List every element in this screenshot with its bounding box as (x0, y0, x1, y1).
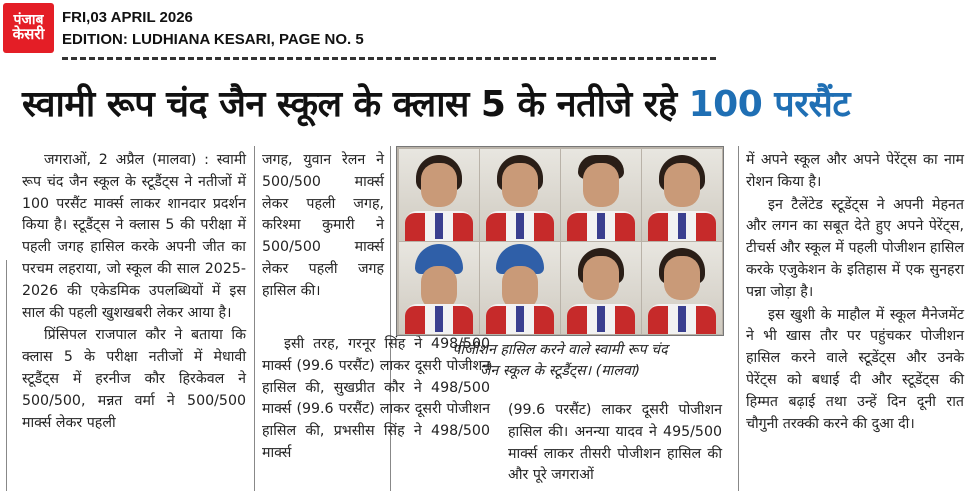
article-column-1 (22, 150, 246, 434)
article-column-4 (746, 150, 964, 435)
paragraph: प्रिंसिपल राजपाल कौर ने बताया कि क्लास 5 के परीक्षा नतीजों में मेधावी स्टूडैंट्स में हरनीज कौर हिरकेवल ने 500/500, मन्नत वर्मा ने 500/500 मार्क्स लेकर पहली (22, 327, 246, 431)
paragraph: में अपने स्कूल और अपने पेरेंट्स का नाम रोशन किया है। (746, 152, 964, 190)
column-divider-1 (254, 146, 255, 491)
paragraph: इस खुशी के माहौल में स्कूल मैनेजमेंट ने भी खास तौर पर पहुंचकर पोजीशन हासिल करने वाले स्टूडेंट्स और उनके पेरेंट्स को बधाई दी और स्टूडेंट्स की हिम्मत बढ़ाई तथा उन्हें दिन दूनी रात चौगुनी तरक्की करने की दुआ दी। (746, 306, 964, 432)
masthead (0, 0, 973, 55)
logo-line-2: केसरी (12, 25, 45, 44)
edition-info: EDITION: LUDHIANA KESARI, PAGE NO. 5 (62, 31, 364, 48)
edition-meta (62, 7, 364, 51)
student-photo (561, 149, 641, 241)
student-photo (480, 242, 560, 334)
paragraph: इन टैलेंटेड स्टूडेंट्स ने अपनी मेहनत और लगन का सबूत देते हुए अपने पेरेंट्स, टीचर्स और स्कूल में पहली पोजीशन हासिल करके एजुकेशन के इतिहास में एक सुनहरा पन्ना जोड़ा है। (746, 196, 964, 300)
paragraph: इसी तरह, गरनूर सिंह ने 498/500 मार्क्स (99.6 परसैंट) लाकर दूसरी पोजीशन हासिल की, सुखप्रीत कौर ने 498/500 मार्क्स (99.6 परसैंट) लाकर दूसरी पोजीशन हासिल की, प्रभसीस सिंह ने 498/500 मार्क्स (262, 336, 490, 461)
photo-caption (396, 340, 724, 382)
student-photo (642, 242, 722, 334)
newspaper-logo[interactable] (3, 3, 54, 53)
student-photo (561, 242, 641, 334)
student-photo (480, 149, 560, 241)
caption-line-2: जैन स्कूल के स्टूडैंट्स। (मालवा) (479, 363, 641, 379)
separator-dashes (62, 57, 716, 60)
logo-line-1: पंजाब (13, 11, 44, 28)
column-divider-3 (738, 146, 739, 491)
student-photo (399, 149, 479, 241)
left-margin-rule (6, 260, 7, 491)
paragraph: जगराओं, 2 अप्रैल (मालवा) : स्वामी रूप चंद जैन स्कूल के स्टूडैंट्स ने नतीजों में 100 परसैंट मार्क्स लाकर शानदार प्रदर्शन किया है। स्टूडैंट्स ने क्लास 5 की परीक्षा में पहली जगह हासिल करके अपनी जीत का परचम लहराया, जो स्कूल की साल 2025-2026 की एकेडमिक उपलब्धियों में इस साल की पहली खुशखबरी लेकर आया है। (22, 152, 246, 321)
student-photo (642, 149, 722, 241)
headline-main: स्वामी रूप चंद जैन स्कूल के क्लास 5 के नतीजे रहे (22, 84, 689, 125)
student-photo (399, 242, 479, 334)
headline-accent: 100 परसैंट (688, 84, 850, 125)
caption-line-1: पोजीशन हासिल करने वाले स्वामी रूप चंद (452, 342, 668, 358)
article-column-3 (508, 400, 722, 487)
paragraph: (99.6 परसैंट) लाकर दूसरी पोजीशन हासिल की। अनन्या यादव ने 495/500 मार्क्स लाकर तीसरी पोजीशन हासिल की और पूरे जगराओं (508, 402, 722, 484)
paragraph: जगह, युवान रेलन ने 500/500 मार्क्स लेकर पहली जगह, करिश्मा कुमारी ने 500/500 मार्क्स लेकर पहली जगह हासिल की। (262, 152, 384, 299)
article-column-2-top (262, 150, 384, 303)
article-headline (22, 76, 967, 134)
students-photo[interactable] (396, 146, 724, 336)
publication-date: FRI,03 APRIL 2026 (62, 9, 193, 26)
